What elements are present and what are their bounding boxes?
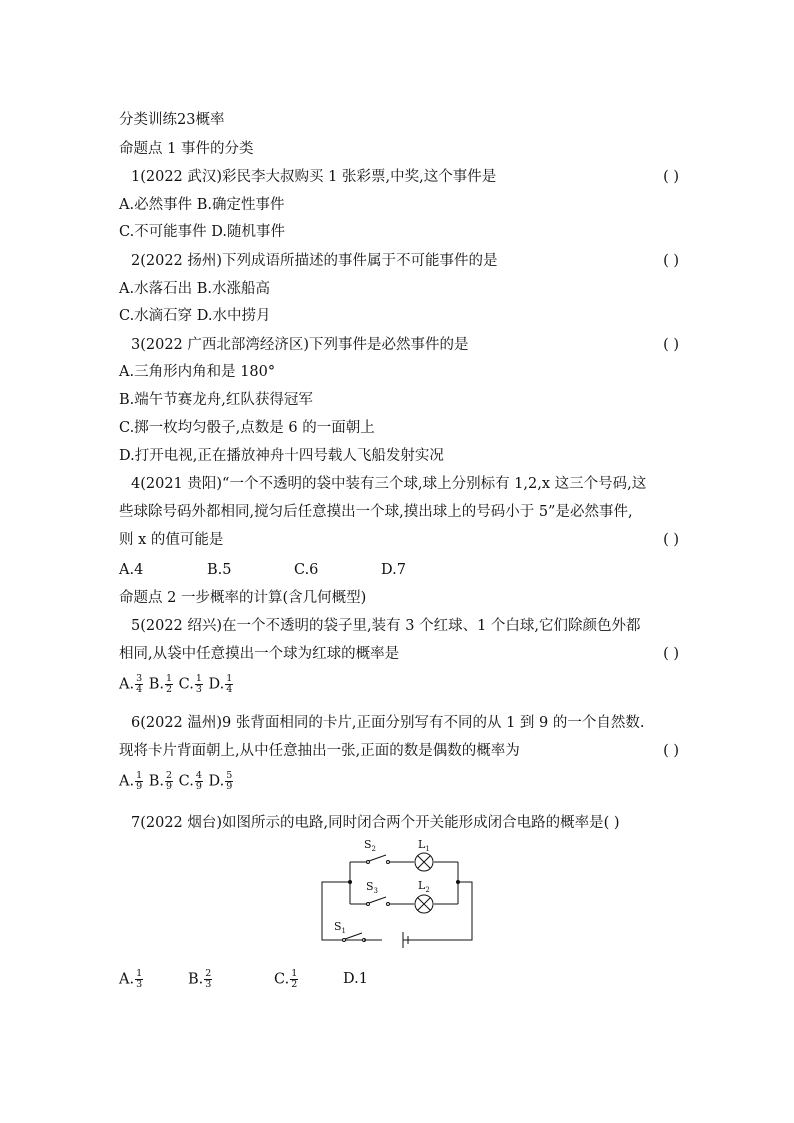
question-6-text: 现将卡片背面朝上,从中任意抽出一张,正面的数是偶数的概率为: [119, 743, 520, 759]
question-4-line-1: 4(2021 贵阳)“一个不透明的袋中装有三个球,球上分别标有 1,2,x 这三个号码,这: [131, 476, 647, 492]
question-6-line-2: [119, 741, 679, 761]
q6-option-b: [149, 771, 174, 792]
question-4-line-3: [119, 530, 679, 550]
switch-s2: [367, 855, 390, 864]
answer-blank: ( ): [663, 532, 679, 548]
lamp-l2-icon: [415, 895, 433, 913]
answer-blank: ( ): [663, 169, 679, 185]
denominator: 3: [195, 684, 202, 695]
q7-option-d: D.1: [343, 971, 368, 987]
q7-option-b: [188, 969, 213, 990]
q1-options-ab: A.必然事件 B.确定性事件: [119, 197, 285, 213]
fraction: [225, 771, 233, 792]
question-5-line-1: 5(2022 绍兴)在一个不透明的袋子里,装有 3 个红球、1 个白球,它们除颜色外都: [131, 618, 641, 634]
numerator: 1: [136, 968, 143, 979]
question-4-line-2: 些球除号码外都相同,搅匀后任意摸出一个球,摸出球上的号码小于 5”是必然事件,: [119, 504, 633, 520]
q3-option-d: D.打开电视,正在播放神舟十四号载人飞船发射实况: [119, 448, 444, 464]
denominator: 9: [226, 781, 233, 792]
option-label: A.: [119, 773, 135, 790]
fraction: [165, 771, 173, 792]
numerator: 1: [291, 968, 298, 979]
q4-option-c: C.6: [294, 562, 319, 578]
label-l2: $L_2$: [418, 879, 430, 894]
q5-option-b: [149, 674, 174, 695]
question-5-line-2: [119, 644, 679, 664]
q5-options: [119, 674, 679, 695]
fraction: [135, 969, 143, 990]
circuit-diagram: [310, 832, 490, 950]
denominator: 9: [166, 781, 173, 792]
lamp-l1-icon: [415, 853, 433, 871]
label-l1: $L_1$: [418, 838, 430, 853]
fraction: [195, 674, 203, 695]
q5-option-c: [179, 674, 204, 695]
numerator: 4: [195, 770, 202, 781]
q5-option-d: [209, 674, 235, 695]
option-label: D.: [208, 676, 225, 693]
denominator: 4: [226, 684, 233, 695]
q3-option-c: C.掷一枚均匀骰子,点数是 6 的一面朝上: [119, 420, 375, 436]
option-label: B.: [148, 676, 165, 693]
q6-option-d: [209, 771, 235, 792]
q4-option-d: D.7: [381, 562, 406, 578]
q5-option-a: [119, 674, 144, 695]
fraction: [135, 771, 143, 792]
q3-option-b: B.端午节赛龙舟,红队获得冠军: [119, 392, 313, 408]
fraction: [225, 674, 233, 695]
junction-dots: [348, 880, 460, 884]
section-heading-2: 命题点 2 一步概率的计算(含几何概型): [119, 590, 367, 606]
numerator: 1: [195, 673, 202, 684]
question-1: [131, 167, 679, 187]
q2-options-cd: C.水滴石穿 D.水中捞月: [119, 308, 271, 324]
option-label: B.: [188, 971, 204, 988]
question-6-line-1: 6(2022 温州)9 张背面相同的卡片,正面分别写有不同的从 1 到 9 的一个自然数.: [131, 715, 645, 731]
answer-blank: ( ): [663, 646, 679, 662]
question-2-text: 2(2022 扬州)下列成语所描述的事件属于不可能事件的是: [131, 253, 498, 269]
q3-option-a: A.三角形内角和是 180°: [119, 364, 276, 380]
question-2: [131, 251, 679, 271]
q4-option-a: A.4: [119, 562, 144, 578]
page-title: 分类训练23概率: [119, 112, 225, 128]
denominator: 2: [166, 684, 173, 695]
q6-option-a: [119, 771, 144, 792]
question-5-text: 相同,从袋中任意摸出一个球为红球的概率是: [119, 646, 400, 662]
numerator: 1: [166, 673, 173, 684]
question-4-text: 则 x 的值可能是: [119, 532, 224, 548]
answer-blank: ( ): [663, 743, 679, 759]
question-7: 7(2022 烟台)如图所示的电路,同时闭合两个开关能形成闭合电路的概率是( ): [131, 815, 620, 831]
numerator: 2: [166, 770, 173, 781]
q6-option-c: [179, 771, 204, 792]
fraction: [204, 969, 212, 990]
q6-options: [119, 771, 679, 792]
option-label: D.: [208, 773, 225, 790]
q2-options-ab: A.水落石出 B.水涨船高: [119, 281, 270, 297]
q7-option-c: [274, 969, 299, 990]
option-label: B.: [148, 773, 165, 790]
numerator: 1: [226, 673, 233, 684]
q4-option-b: B.5: [207, 562, 232, 578]
denominator: 9: [195, 781, 202, 792]
option-label: C.: [274, 971, 290, 988]
denominator: 9: [136, 781, 143, 792]
option-label: C.: [178, 773, 194, 790]
question-3: [131, 335, 679, 355]
q1-options-cd: C.不可能事件 D.随机事件: [119, 224, 286, 240]
fraction: [195, 771, 203, 792]
fraction: [290, 969, 298, 990]
numerator: 3: [136, 673, 143, 684]
answer-blank: ( ): [663, 337, 679, 353]
denominator: 3: [205, 979, 212, 990]
label-s3: $S_3$: [366, 880, 379, 895]
fraction: [165, 674, 173, 695]
q7-option-a: [119, 969, 144, 990]
question-1-text: 1(2022 武汉)彩民李大叔购买 1 张彩票,中奖,这个事件是: [131, 169, 497, 185]
numerator: 5: [226, 770, 233, 781]
fraction: [135, 674, 143, 695]
option-label: A.: [119, 676, 135, 693]
numerator: 2: [205, 968, 212, 979]
denominator: 3: [136, 979, 143, 990]
numerator: 1: [136, 770, 143, 781]
label-s2: $S_2$: [364, 838, 377, 853]
answer-blank: ( ): [663, 253, 679, 269]
denominator: 2: [291, 979, 298, 990]
option-label: A.: [119, 971, 135, 988]
option-label: C.: [178, 676, 194, 693]
section-heading-1: 命题点 1 事件的分类: [119, 141, 254, 157]
switch-s3: [367, 897, 390, 906]
question-3-text: 3(2022 广西北部湾经济区)下列事件是必然事件的是: [131, 337, 469, 353]
denominator: 4: [136, 684, 143, 695]
label-s1: $S_1$: [334, 920, 347, 935]
